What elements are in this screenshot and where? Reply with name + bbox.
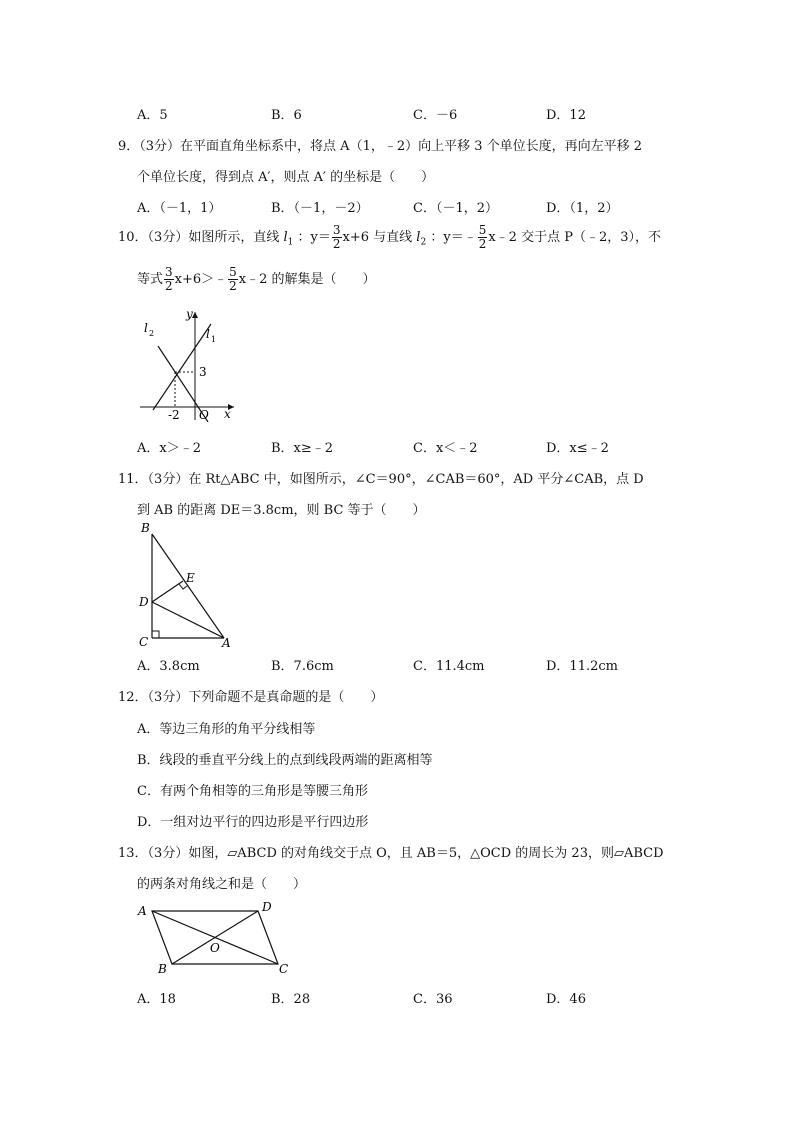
q10-eq2-b: x﹣2 交于点 P（﹣2，3），不 <box>488 230 662 245</box>
l1-label: l <box>206 327 210 341</box>
q12-option-a: A．等边三角形的角平分线相等 <box>137 722 316 737</box>
q9-option-a: A．（－1，1） <box>137 201 222 216</box>
q8-option-d: D．12 <box>546 108 586 123</box>
q10-ineq-b: x+6＞﹣ <box>174 272 228 287</box>
q11-stem-line1: 11．（3分）在 Rt△ABC 中，如图所示，∠C＝90°，∠CAB＝60°，AD 平分∠CAB，点 D <box>118 472 644 487</box>
right-angle-c <box>152 631 159 638</box>
point-e-label: E <box>186 571 195 585</box>
vertex-c-label: C <box>279 962 289 976</box>
l1-label-sub: 1 <box>211 335 217 344</box>
q10-ineq-fraction1 <box>164 266 174 293</box>
q10-eq2-num: 5 <box>478 223 487 237</box>
q12-stem: 12．（3分）下列命题不是真命题的是（ ） <box>118 690 384 705</box>
y-axis-label: y <box>186 307 193 321</box>
q8-option-b: B．6 <box>271 108 302 123</box>
bisector-ad <box>152 602 224 638</box>
q12-option-b: B．线段的垂直平分线上的点到线段两端的距离相等 <box>137 753 433 768</box>
q10-ineq-den2: 2 <box>229 279 237 293</box>
q10-l1-label: l <box>283 230 288 245</box>
q10-prefix: 10．（3分）如图所示，直线 <box>118 230 280 245</box>
q10-ineq-num2: 5 <box>229 265 237 279</box>
q13-option-c: C．36 <box>413 992 453 1007</box>
l2-label-sub: 2 <box>149 329 155 338</box>
q11-option-c: C．11.4cm <box>413 659 485 674</box>
q12-option-d: D．一组对边平行的四边形是平行四边形 <box>137 815 369 830</box>
q10-eq1-a: ：y＝ <box>297 230 331 245</box>
vertex-a-label: A <box>222 636 231 650</box>
q9-option-c: C．（－1，2） <box>413 201 498 216</box>
q13-stem-line1: 13．（3分）如图，▱ABCD 的对角线交于点 O，且 AB＝5，△OCD 的周长为 23，则▱ABCD <box>118 846 664 861</box>
tick-label-neg2: -2 <box>168 408 180 422</box>
q10-figure-graph <box>138 302 238 422</box>
vertex-d-label: D <box>262 900 272 914</box>
q10-eq2-a: ：y＝﹣ <box>430 230 477 245</box>
x-axis-label: x <box>224 407 231 421</box>
q10-ineq-fraction2 <box>228 266 238 293</box>
side-ab <box>152 534 224 638</box>
q11-option-d: D．11.2cm <box>546 659 618 674</box>
q10-stem-line1 <box>118 224 661 257</box>
q10-option-d: D．x≤﹣2 <box>546 441 609 456</box>
q10-eq2-den: 2 <box>478 237 487 251</box>
q10-ineq-c: x﹣2 的解集是（ ） <box>238 272 376 287</box>
q10-l1-sub: 1 <box>287 237 294 248</box>
q8-option-c: C．－6 <box>413 108 458 123</box>
q10-option-c: C．x＜﹣2 <box>413 441 478 456</box>
q12-option-c: C．有两个角相等的三角形是等腰三角形 <box>137 784 368 799</box>
q10-option-a: A．x＞﹣2 <box>137 441 201 456</box>
q9-stem-line1: 9．（3分）在平面直角坐标系中，将点 A（1，﹣2）向上平移 3 个单位长度，再向左平移 2 <box>118 139 643 154</box>
q10-ineq-den1: 2 <box>165 279 173 293</box>
q9-stem-line2: 个单位长度，得到点 A′，则点 A′ 的坐标是（ ） <box>137 170 435 185</box>
q11-option-b: B．7.6cm <box>271 659 334 674</box>
q10-eq1-den: 2 <box>332 237 341 251</box>
vertex-c-label: C <box>139 635 149 649</box>
q10-l2-label: l <box>416 230 421 245</box>
q10-eq1-b: x+6 与直线 <box>342 230 413 245</box>
vertex-b-label: B <box>141 521 150 535</box>
q10-ineq-a: 等式 <box>137 272 164 287</box>
q11-stem-line2: 到 AB 的距离 DE＝3.8cm，则 BC 等于（ ） <box>137 503 426 518</box>
l2-label: l <box>144 321 148 335</box>
q9-option-d: D．（1，2） <box>546 201 619 216</box>
tick-label-3: 3 <box>199 365 207 379</box>
q10-eq1-num: 3 <box>332 223 341 237</box>
vertex-a-label: A <box>138 904 147 918</box>
q11-figure-triangle <box>136 518 246 650</box>
q10-ineq-num1: 3 <box>165 265 173 279</box>
q13-stem-line2: 的两条对角线之和是（ ） <box>137 877 307 892</box>
q13-option-b: B．28 <box>271 992 311 1007</box>
origin-label: O <box>199 408 209 422</box>
vertex-b-label: B <box>158 962 167 976</box>
q10-stem-line2 <box>137 266 376 294</box>
diagonal-bd <box>172 911 258 964</box>
q10-l2-sub: 2 <box>420 237 427 248</box>
q10-eq1-fraction <box>332 224 342 251</box>
q11-option-a: A．3.8cm <box>137 659 200 674</box>
y-axis-arrow <box>192 312 198 318</box>
q8-option-a: A．5 <box>137 108 168 123</box>
q13-option-a: A．18 <box>137 992 176 1007</box>
q9-option-b: B．（－1，－2） <box>271 201 369 216</box>
q10-option-b: B．x≥﹣2 <box>271 441 334 456</box>
center-o-label: O <box>210 941 220 955</box>
q13-figure-parallelogram <box>132 897 302 979</box>
point-d-label: D <box>139 595 149 609</box>
perpendicular-de <box>152 581 183 602</box>
q10-eq2-fraction <box>478 224 488 251</box>
q13-option-d: D．46 <box>546 992 586 1007</box>
